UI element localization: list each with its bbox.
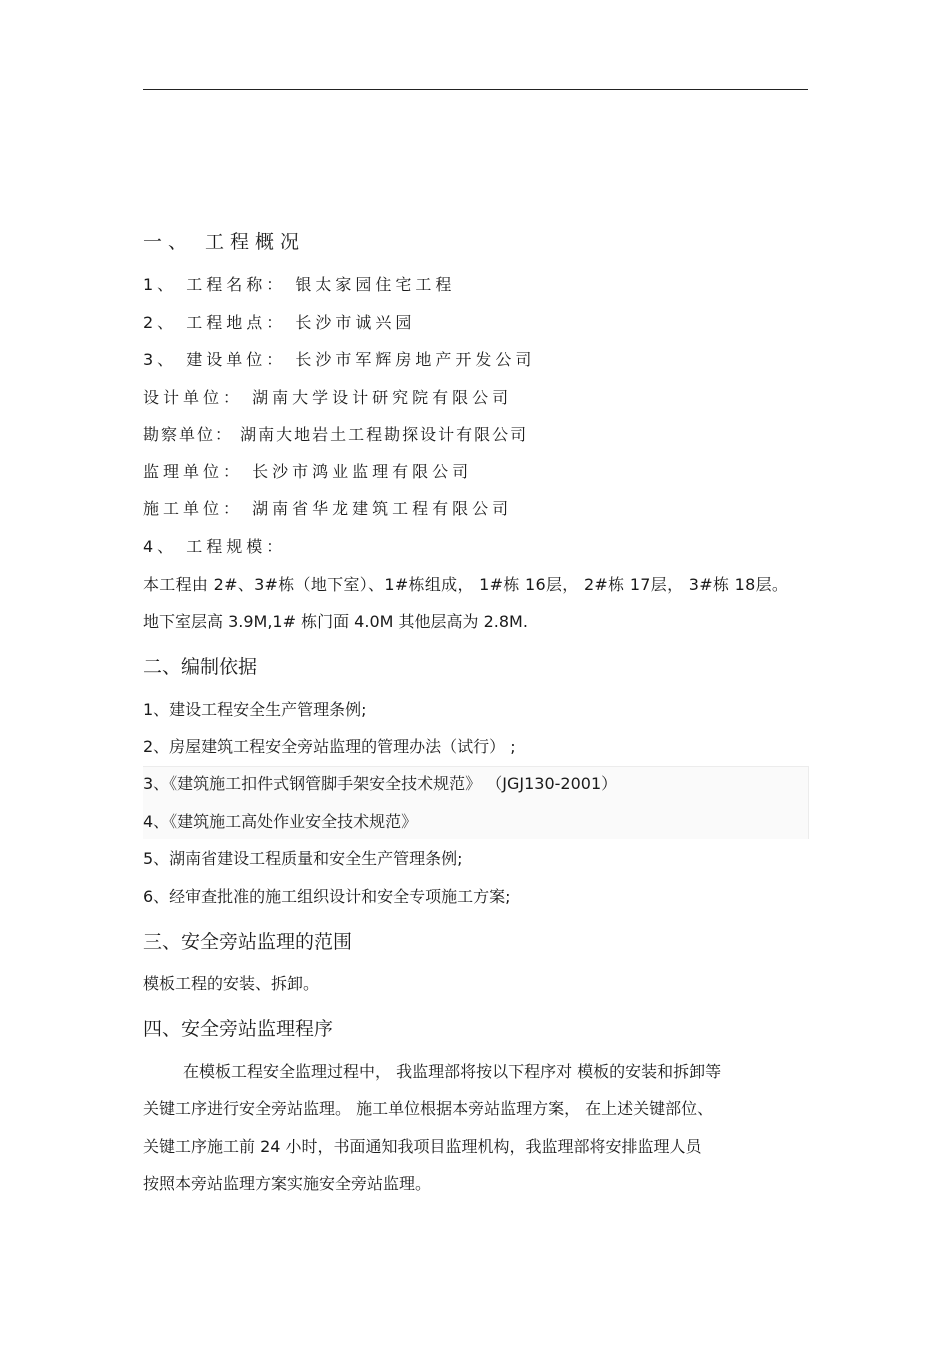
floor-height-text: 地下室层高 3.9M,1# 栋门面 4.0M 其他层高为 2.8M.: [143, 612, 528, 631]
basis-item-4: 4、《建筑施工高处作业安全技术规范》: [143, 812, 418, 831]
procedure-line-4: 按照本旁站监理方案实施安全旁站监理。: [143, 1174, 432, 1193]
construction-unit: 3、 建设单位： 长沙市军辉房地产开发公司: [143, 350, 536, 369]
basis-item-1: 1、建设工程安全生产管理条例;: [143, 700, 367, 719]
procedure-line-1: 在模板工程安全监理过程中， 我监理部将按以下程序对 模板的安装和拆卸等: [183, 1062, 722, 1081]
contractor-unit: 施工单位： 湖南省华龙建筑工程有限公司: [143, 499, 513, 518]
section-heading-1: 一、 工程概况: [143, 231, 306, 253]
section-heading-4: 四、安全旁站监理程序: [143, 1018, 334, 1040]
section-heading-2: 二、编制依据: [143, 656, 258, 678]
survey-unit: 勘察单位： 湖南大地岩土工程勘探设计有限公司: [143, 425, 529, 444]
scope-text: 模板工程的安装、拆卸。: [143, 974, 320, 993]
supervision-unit: 监理单位： 长沙市鸿业监理有限公司: [143, 462, 473, 481]
project-scale-label: 4、 工程规模：: [143, 537, 287, 556]
basis-item-2: 2、房屋建筑工程安全旁站监理的管理办法（试行） ;: [143, 737, 516, 756]
basis-item-5: 5、湖南省建设工程质量和安全生产管理条例;: [143, 849, 463, 868]
procedure-line-3: 关键工序施工前 24 小时，书面通知我项目监理机构，我监理部将安排监理人员: [143, 1137, 702, 1156]
section-heading-3: 三、安全旁站监理的范围: [143, 931, 353, 953]
design-unit: 设计单位： 湖南大学设计研究院有限公司: [143, 388, 513, 407]
basis-item-6: 6、经审查批准的施工组织设计和安全专项施工方案;: [143, 887, 511, 906]
procedure-line-2: 关键工序进行安全旁站监理。 施工单位根据本旁站监理方案， 在上述关键部位、: [143, 1099, 714, 1118]
basis-item-3: 3、《建筑施工扣件式钢管脚手架安全技术规范》 （JGJ130-2001）: [143, 774, 618, 793]
project-location: 2、 工程地点： 长沙市诚兴园: [143, 313, 416, 332]
project-name: 1、 工程名称： 银太家园住宅工程: [143, 275, 456, 294]
project-scale-text: 本工程由 2#、3#栋（地下室）、1#栋组成， 1#栋 16层， 2#栋 17层， 3#栋 18层。: [143, 575, 789, 594]
header-rule: [143, 89, 808, 90]
